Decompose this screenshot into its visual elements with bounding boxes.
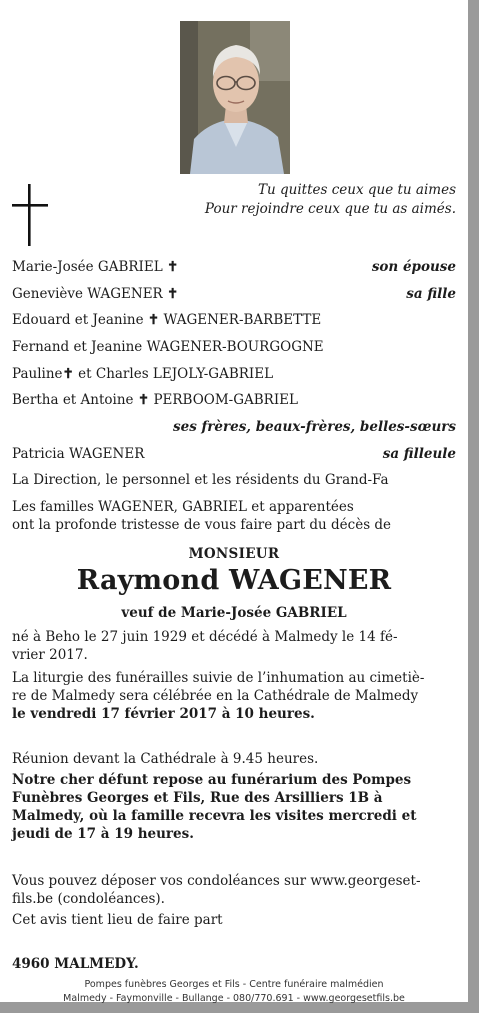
family-relation: son épouse [371, 259, 456, 275]
family-row [12, 311, 456, 329]
text-line: jeudi de 17 à 19 heures. [12, 826, 194, 842]
condolence-text [12, 872, 456, 908]
verse-line: Tu quittes ceux que tu aimes [258, 182, 456, 198]
family-name: Patricia WAGENER [12, 446, 145, 462]
liturgy-text [12, 669, 456, 723]
family-name: Marie-Josée GABRIEL [12, 259, 163, 275]
city-text: 4960 MALMEDY. [12, 956, 139, 972]
portrait-photo [180, 21, 290, 174]
text-line: Vous pouvez déposer vos condoléances sur www.georgeset- [12, 873, 421, 889]
announcement-line: ont la profonde tristesse de vous faire part du décès de [12, 517, 392, 533]
verse-line: Pour rejoindre ceux que tu as aimés. [204, 201, 456, 217]
family-name: WAGENER-BARBETTE [163, 312, 322, 328]
notice-text: Cet avis tient lieu de faire part [12, 912, 223, 928]
family-row [12, 365, 456, 383]
dagger-icon: ✝ [167, 286, 179, 302]
text-line: né à Beho le 27 juin 1929 et décédé à Malmedy le 14 fé- [12, 629, 398, 645]
text-line: La liturgie des funérailles suivie de l’inhumation au cimetiè- [12, 670, 425, 686]
liturgy-date: le vendredi 17 février 2017 à 10 heures. [12, 706, 315, 722]
footer-line: Malmedy - Faymonville - Bullange - 080/770.691 - www.georgesetfils.be [63, 993, 405, 1004]
text-line: Malmedy, où la famille recevra les visites mercredi et [12, 808, 417, 824]
deceased-name: Raymond WAGENER [76, 565, 392, 596]
family-name: La Direction, le personnel et les résidents du Grand-Fa [12, 472, 389, 488]
family-row [12, 445, 456, 463]
birth-death-text [12, 628, 456, 664]
dagger-icon: ✝ [147, 312, 160, 328]
text-line: fils.be (condoléances). [12, 891, 165, 907]
family-row [12, 258, 456, 276]
rest-text [12, 771, 456, 843]
family-relation: sa fille [406, 286, 456, 302]
text-line: re de Malmedy sera célébrée en la Cathédrale de Malmedy [12, 688, 419, 704]
family-relation: sa filleule [382, 446, 456, 462]
family-row [12, 338, 456, 356]
footer-line: Pompes funèbres Georges et Fils - Centre funéraire malmédien [84, 979, 384, 990]
family-name: Fernand et Jeanine WAGENER-BOURGOGNE [12, 339, 324, 355]
family-name: PERBOOM-GABRIEL [153, 392, 299, 408]
deceased-title: MONSIEUR [188, 546, 280, 562]
text-line: Notre cher défunt repose au funérarium des Pompes [12, 772, 412, 788]
family-name: Pauline [12, 366, 63, 382]
dagger-icon: ✝ [62, 366, 74, 382]
announcement-line: Les familles WAGENER, GABRIEL et apparentées [12, 499, 354, 515]
family-name: Edouard et Jeanine [12, 312, 144, 328]
family-row [12, 471, 456, 489]
family-relation: ses frères, beaux-frères, belles-sœurs [173, 419, 456, 435]
footer [0, 978, 468, 1006]
cross-icon [12, 184, 48, 246]
text-line: vrier 2017. [12, 647, 88, 663]
family-row [12, 285, 456, 303]
dagger-icon: ✝ [167, 259, 179, 275]
verse-quote [205, 181, 456, 219]
family-name: et Charles LEJOLY-GABRIEL [78, 366, 274, 382]
family-name: Geneviève WAGENER [12, 286, 163, 302]
widower-line: veuf de Marie-Josée GABRIEL [121, 605, 347, 621]
family-name: Bertha et Antoine [12, 392, 134, 408]
dagger-icon: ✝ [137, 392, 150, 408]
announcement [12, 498, 456, 534]
text-line: Funèbres Georges et Fils, Rue des Arsilliers 1B à [12, 790, 383, 806]
family-row [12, 418, 456, 436]
meeting-text: Réunion devant la Cathédrale à 9.45 heures. [12, 751, 319, 767]
family-row [12, 391, 456, 409]
